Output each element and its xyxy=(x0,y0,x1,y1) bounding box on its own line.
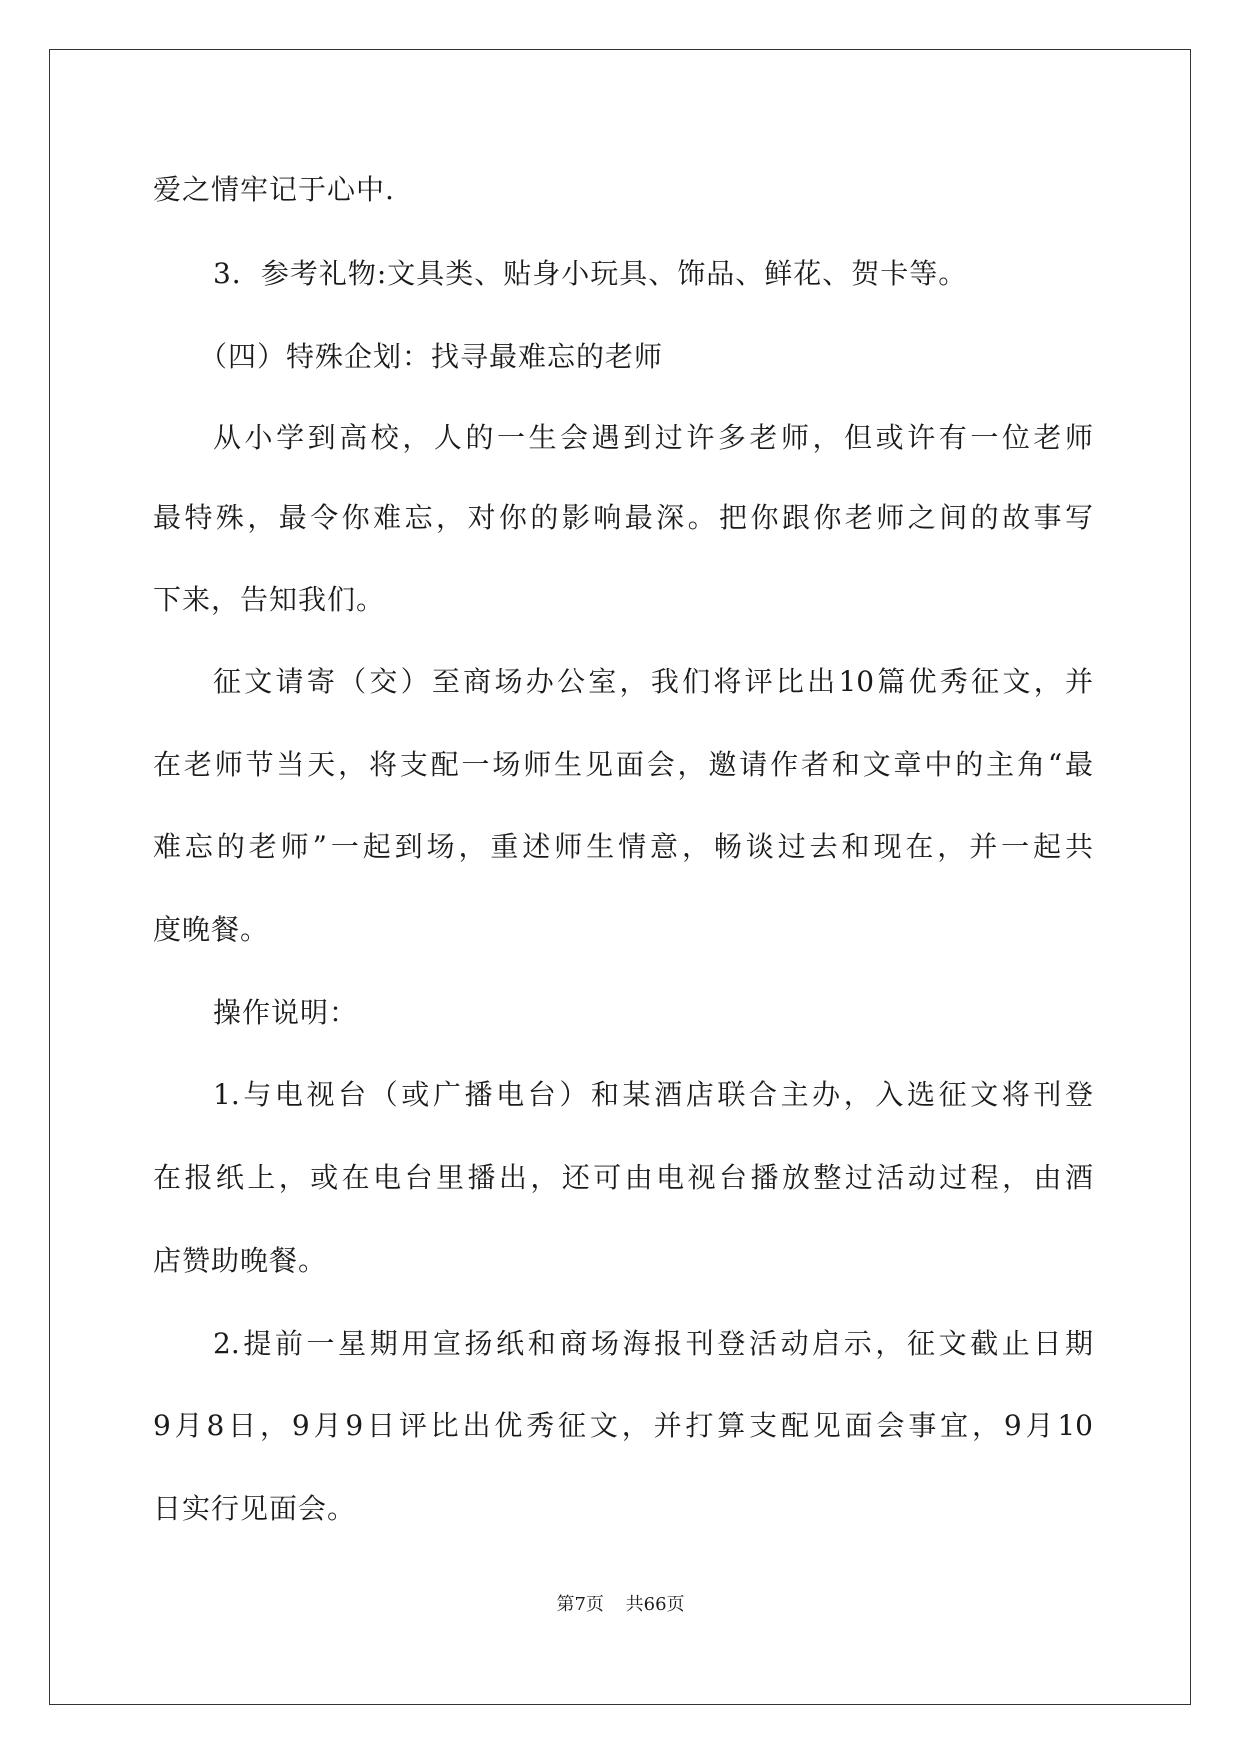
paragraph-line: 最特殊，最令你难忘，对你的影响最深。把你跟你老师之间的故事写 xyxy=(153,501,1093,534)
paragraph-line: 下来，告知我们。 xyxy=(153,583,386,616)
paragraph-line: 在报纸上，或在电台里播出，还可由电视台播放整过活动过程，由酒 xyxy=(153,1161,1093,1194)
paragraph-line: 1.与电视台（或广播电台）和某酒店联合主办，入选征文将刊登 xyxy=(213,1078,1093,1111)
paragraph-line: 2.提前一星期用宣扬纸和商场海报刊登活动启示，征文截止日期 xyxy=(213,1327,1093,1360)
paragraph-line: 操作说明： xyxy=(213,996,359,1029)
page-number: 第7页 xyxy=(556,1594,604,1615)
page-total: 共66页 xyxy=(625,1594,685,1615)
paragraph-line: 日实行见面会。 xyxy=(153,1492,357,1525)
section-heading: （四）特殊企划：找寻最难忘的老师 xyxy=(199,340,664,373)
paragraph-line: 从小学到高校，人的一生会遇到过许多老师，但或许有一位老师 xyxy=(213,421,1093,454)
paragraph-line: 征文请寄（交）至商场办公室，我们将评比出10篇优秀征文，并 xyxy=(213,665,1093,698)
page-footer xyxy=(0,1590,1241,1616)
paragraph-line: 3．参考礼物:文具类、贴身小玩具、饰品、鲜花、贺卡等。 xyxy=(213,257,968,290)
paragraph-line: 9月8日，9月9日评比出优秀征文，并打算支配见面会事宜，9月10 xyxy=(153,1409,1093,1442)
paragraph-line: 店赞助晚餐。 xyxy=(153,1244,328,1277)
paragraph-line: 度晚餐。 xyxy=(153,913,270,946)
paragraph-line: 爱之情牢记于心中. xyxy=(153,173,395,206)
paragraph-line: 在老师节当天，将支配一场师生见面会，邀请作者和文章中的主角“最 xyxy=(153,748,1093,781)
paragraph-line: 难忘的老师”一起到场，重述师生情意，畅谈过去和现在，并一起共 xyxy=(153,830,1093,863)
page-border xyxy=(49,49,1191,1705)
